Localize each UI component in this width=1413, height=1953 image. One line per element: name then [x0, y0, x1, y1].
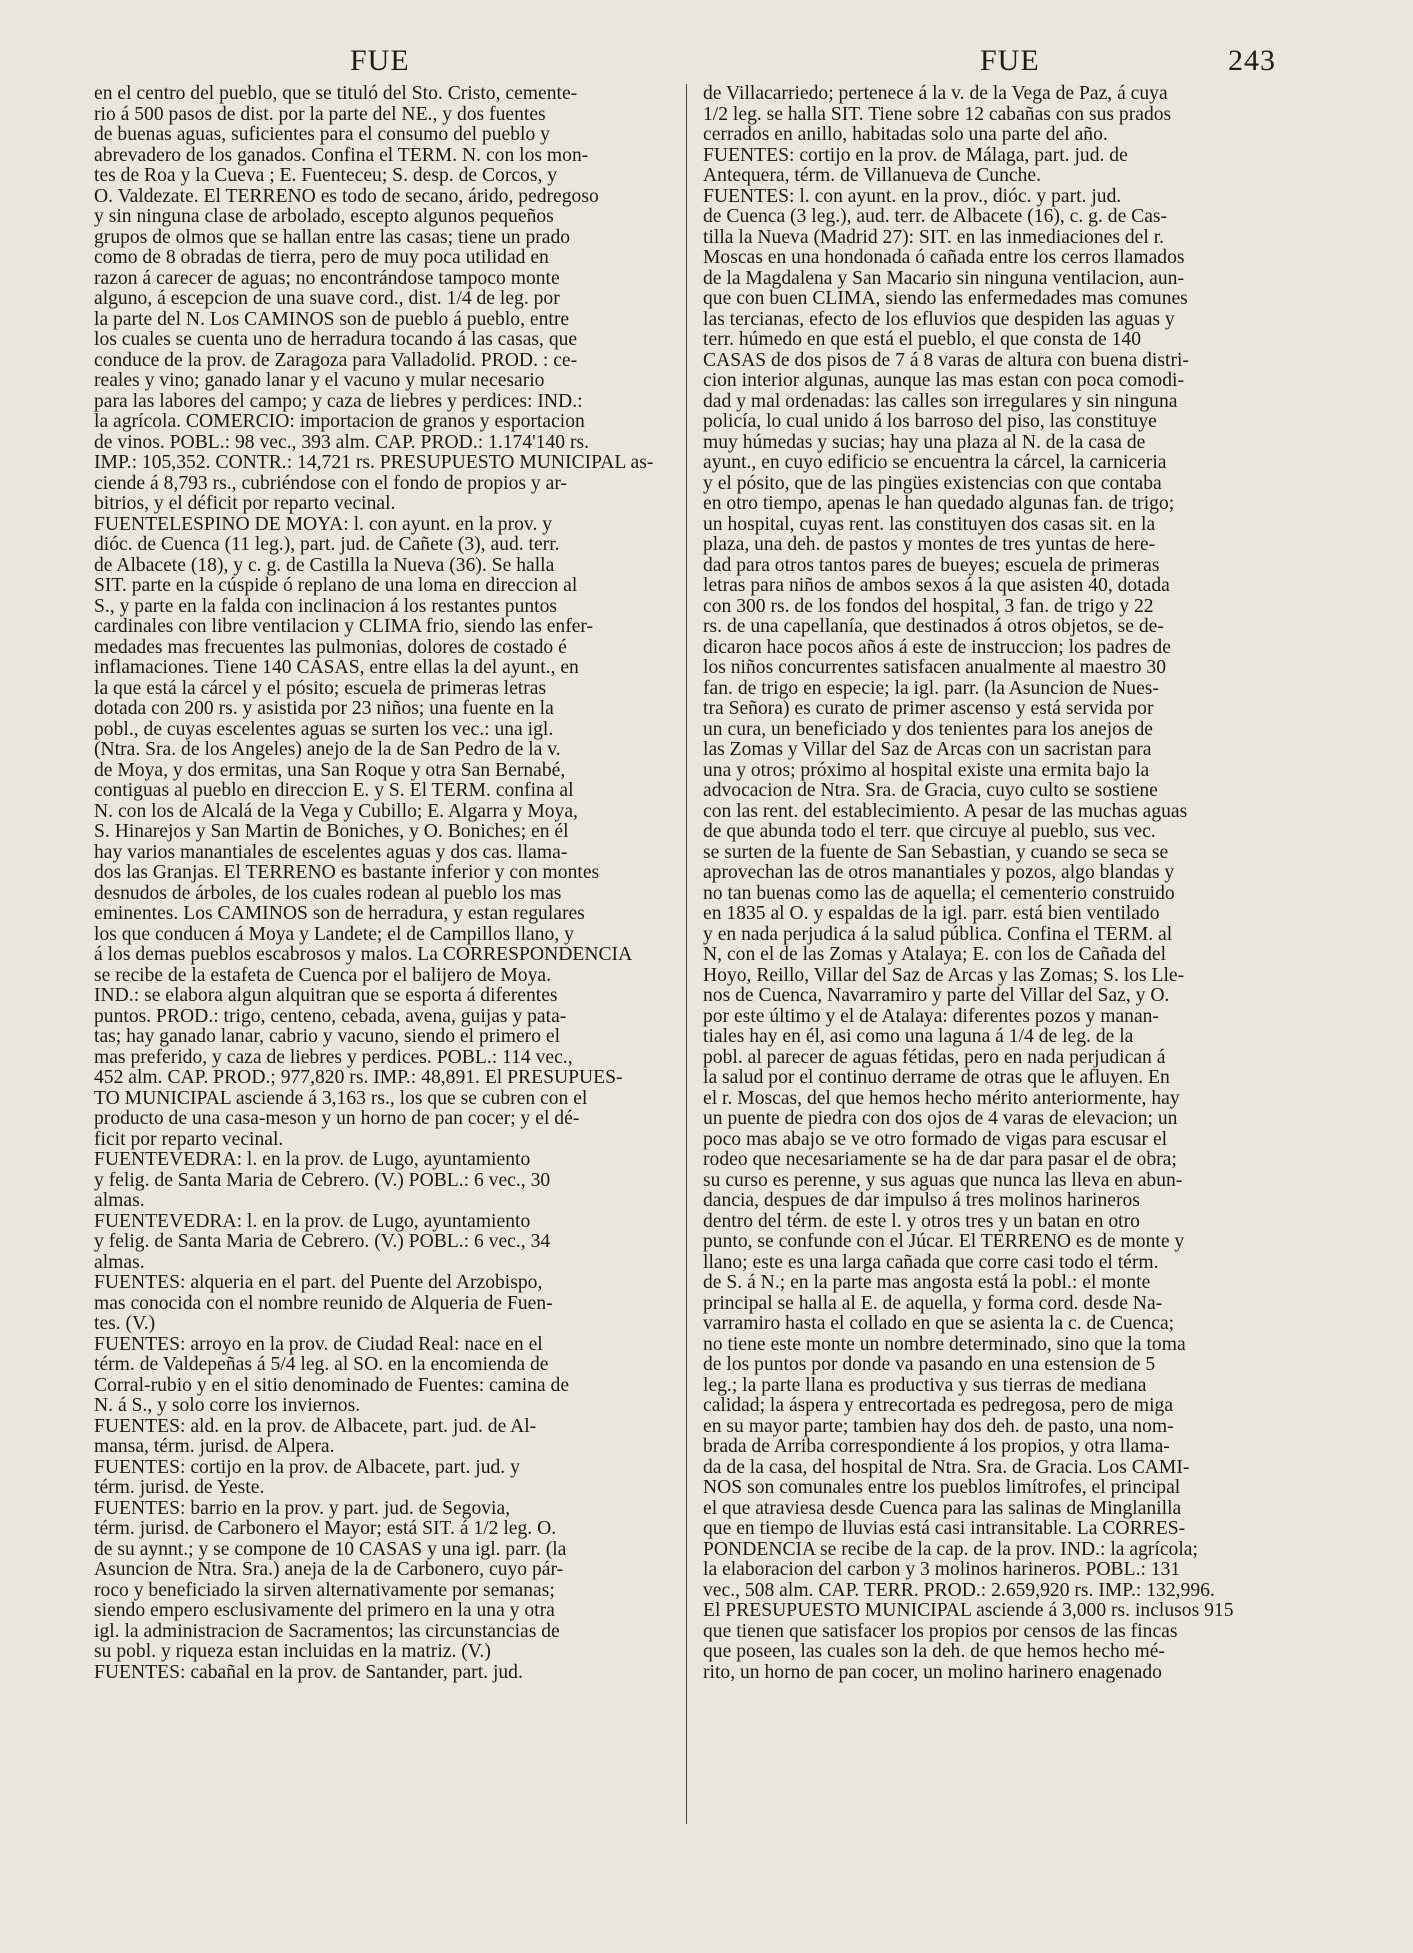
text-line: plaza, una deh. de pastos y montes de tres yuntas de here-	[703, 535, 1156, 555]
page-number: 243	[1228, 44, 1276, 77]
text-line: de que abunda todo el terr. que circuye al pueblo, sus vec.	[703, 822, 1156, 842]
text-line: 452 alm. CAP. PROD.; 977,820 rs. IMP.: 48,891. El PRESUPUES-	[94, 1068, 623, 1088]
text-line: la agrícola. COMERCIO: importacion de granos y esportacion	[94, 412, 585, 432]
text-line: de Moya, y dos ermitas, una San Roque y otra San Bernabé,	[94, 760, 566, 781]
text-line: FUENTES: cabañal en la prov. de Santander, part. jud.	[94, 1662, 523, 1683]
text-line: dad y mal ordenadas: las calles son irregulares y sin ninguna	[703, 391, 1178, 412]
text-line: FUENTES: ald. en la prov. de Albacete, part. jud. de Al-	[94, 1416, 537, 1437]
text-line: las Zomas y Villar del Saz de Arcas con un sacristan para	[703, 740, 1152, 760]
text-line: en su mayor parte; tambien hay dos deh. de pasto, una nom-	[703, 1416, 1174, 1437]
text-line: FUENTES: l. con ayunt. en la prov., dióc. y part. jud.	[703, 186, 1122, 207]
text-line: á los demas pueblos escabrosos y malos. La CORRESPONDENCIA	[94, 945, 633, 965]
text-line: reales y vino; ganado lanar y el vacuno y mular necesario	[94, 371, 545, 391]
text-line: siendo empero esclusivamente del primero en la una y otra	[94, 1601, 555, 1621]
text-line: mas conocida con el nombre reunido de Alqueria de Fuen-	[94, 1293, 553, 1314]
text-line: O. Valdezate. El TERRENO es todo de secano, árido, pedregoso	[94, 186, 599, 207]
text-line: para las labores del campo; y caza de liebres y perdices: IND.:	[94, 391, 583, 412]
text-line: grupos de olmos que se hallan entre las casas; tiene un prado	[94, 227, 571, 248]
text-line: El PRESUPUESTO MUNICIPAL asciende á 3,000 rs. inclusos 915	[703, 1601, 1234, 1621]
text-line: que tienen que satisfacer los propios por censos de las fincas	[703, 1621, 1178, 1642]
text-line: TO MUNICIPAL asciende á 3,163 rs., los que se cubren con el	[94, 1088, 588, 1109]
text-line: dotada con 200 rs. y asistida por 23 niños; una fuente en la	[94, 699, 554, 719]
text-line: con 300 rs. de los fondos del hospital, 3 fan. de trigo y 22	[703, 596, 1154, 617]
text-line: y el pósito, que de las pingües existencias con que contaba	[703, 473, 1162, 494]
text-line: su pobl. y riqueza estan incluidas en la matriz. (V.)	[94, 1642, 491, 1662]
text-line: alguno, á escepcion de una suave cord., dist. 1/4 de leg. por	[94, 289, 560, 309]
text-line: su curso es perenne, y sus aguas que nunca las lleva en abun-	[703, 1170, 1183, 1191]
text-line: FUENTEVEDRA: l. en la prov. de Lugo, ayuntamiento	[94, 1150, 531, 1170]
text-line: en el centro del pueblo, que se tituló del Sto. Cristo, cemente-	[94, 84, 578, 104]
text-line: dancia, despues de dar impulso á tres molinos harineros	[703, 1191, 1140, 1211]
text-line: mas preferido, y caza de liebres y perdices. POBL.: 114 vec.,	[94, 1047, 573, 1068]
text-line: desnudos de árboles, de los cuales rodean al pueblo los mas	[94, 883, 562, 904]
text-line: Hoyo, Reillo, Villar del Saz de Arcas y las Zomas; S. los Lle-	[703, 965, 1185, 986]
text-line: punto, se confunde con el Júcar. El TERRENO es de monte y	[703, 1232, 1185, 1252]
text-line: que poseen, las cuales son la deh. de que hemos hecho mé-	[703, 1642, 1165, 1662]
text-line: el que atraviesa desde Cuenca para las salinas de Minglanilla	[703, 1498, 1182, 1519]
text-line: advocacion de Ntra. Sra. de Gracia, cuyo culto se sostiene	[703, 781, 1158, 801]
text-line: de la Magdalena y San Macario sin ninguna ventilacion, aun-	[703, 268, 1184, 289]
text-line: FUENTES: arroyo en la prov. de Ciudad Real: nace en el	[94, 1334, 543, 1355]
text-line: tes de Roa y la Cueva ; E. Fuenteceu; S. desp. de Corcos, y	[94, 166, 558, 186]
text-line: cion interior algunas, aunque las mas estan con poca comodi-	[703, 371, 1184, 391]
text-line: la que está la cárcel y el pósito; escuela de primeras letras	[94, 678, 547, 699]
text-line: dad para otros tantos pares de bueyes; escuela de primeras	[703, 555, 1160, 576]
text-line: fan. de trigo en especie; la igl. parr. (la Asuncion de Nues-	[703, 678, 1159, 699]
text-line: en otro tiempo, apenas le han quedado algunas fan. de trigo;	[703, 494, 1175, 514]
text-line: contiguas al pueblo en direccion E. y S. El TÉRM. confina al	[94, 781, 574, 801]
text-line: llano; este es una larga cañada que corre casi todo el térm.	[703, 1252, 1159, 1273]
text-line: terr. húmedo en que está el pueblo, el que consta de 140	[703, 330, 1141, 350]
text-line: con las rent. del establecimiento. A pesar de las muchas aguas	[703, 801, 1188, 822]
text-line: dos las Granjas. El TERRENO es bastante inferior y con montes	[94, 863, 600, 883]
text-line: letras para niños de ambos sexos á la que asisten 40, dotada	[703, 576, 1170, 596]
text-line: los que conducen á Moya y Landete; el de Campillos llano, y	[94, 924, 574, 945]
text-line: y felig. de Santa Maria de Cebrero. (V.) POBL.: 6 vec., 34	[94, 1232, 551, 1252]
text-line: que en tiempo de lluvias está casi intransitable. La CORRES-	[703, 1519, 1186, 1539]
text-line: pobl. al parecer de aguas fétidas, pero en nada perjudican á	[703, 1047, 1166, 1068]
running-head-right: FUE	[980, 44, 1040, 77]
text-line: térm. jurisd. de Carbonero el Mayor; está SIT. á 1/2 leg. O.	[94, 1519, 557, 1539]
left-column	[94, 84, 684, 1683]
text-line: policía, lo cual unido á los barroso del piso, las constituye	[703, 412, 1157, 432]
text-line: una y otros; próximo al hospital existe una ermita bajo la	[703, 760, 1150, 781]
text-line: de buenas aguas, suficientes para el consumo del pueblo y	[94, 125, 550, 145]
text-line: no tan buenas como las de aquella; el cementerio construido	[703, 883, 1175, 904]
text-line: Asuncion de Ntra. Sra.) aneja de la de Carbonero, cuyo pár-	[94, 1560, 564, 1580]
text-line: S. Hinarejos y San Martin de Boniches, y O. Boniches; en él	[94, 822, 569, 842]
text-line: tiales hay en él, asi como una laguna á 1/4 de leg. de la	[703, 1027, 1134, 1047]
text-line: pobl., de cuyas escelentes aguas se surten los vec.: una igl.	[94, 719, 554, 740]
text-line: brada de Arriba correspondiente á los propios, y otra llama-	[703, 1437, 1170, 1457]
text-line: térm. jurisd. de Yeste.	[94, 1478, 265, 1498]
text-line: da de la casa, del hospital de Ntra. Sra. de Gracia. Los CAMI-	[703, 1457, 1190, 1478]
text-line: un cura, un beneficiado y dos tenientes para los anejos de	[703, 719, 1153, 740]
text-line: leg.; la parte llana es productiva y sus tierras de mediana	[703, 1375, 1147, 1396]
text-line: ciende á 8,793 rs., cubriéndose con el fondo de propios y ar-	[94, 473, 567, 494]
text-line: se surten de la fuente de San Sebastian, y cuando se seca se	[703, 842, 1169, 863]
text-line: muy húmedas y sucias; hay una plaza al N. de la casa de	[703, 432, 1146, 453]
text-line: rodeo que necesariamente se ha de dar para pasar el de obra;	[703, 1150, 1177, 1170]
text-line: cardinales con libre ventilacion y CLIMA frio, siendo las enfer-	[94, 617, 594, 637]
text-line: los cuales se cuenta uno de herradura tocando á las casas, que	[94, 330, 578, 350]
text-line: conduce de la prov. de Zaragoza para Valladolid. PROD. : ce-	[94, 350, 578, 371]
text-line: abrevadero de los ganados. Confina el TÉRM. N. con los mon-	[94, 145, 589, 166]
text-line: de Cuenca (3 leg.), aud. terr. de Albacete (16), c. g. de Cas-	[703, 207, 1168, 227]
text-line: mansa, térm. jurisd. de Alpera.	[94, 1437, 335, 1457]
text-line: hay varios manantiales de escelentes aguas y dos cas. llama-	[94, 842, 568, 863]
text-line: tas; hay ganado lanar, cabrio y vacuno, siendo el primero el	[94, 1027, 561, 1047]
text-line: FUENTES: barrio en la prov. y part. jud. de Segovia,	[94, 1498, 511, 1519]
text-line: en 1835 al O. y espaldas de la igl. parr. está bien ventilado	[703, 904, 1160, 924]
text-line: igl. la administracion de Sacramentos; las circunstancias de	[94, 1621, 560, 1642]
text-line: un hospital, cuyas rent. las constituyen dos casas sit. en la	[703, 514, 1156, 535]
text-line: rio á 500 pasos de dist. por la parte del NE., y dos fuentes	[94, 104, 546, 125]
text-line: ayunt., en cuyo edificio se encuentra la cárcel, la carniceria	[703, 453, 1167, 473]
text-line: N, con el de las Zomas y Atalaya; E. con los de Cañada del	[703, 945, 1167, 965]
text-line: rito, un horno de pan cocer, un molino harinero enagenado	[703, 1662, 1162, 1683]
text-line: se recibe de la estafeta de Cuenca por el balijero de Moya.	[94, 965, 551, 986]
text-line: dióc. de Cuenca (11 leg.), part. jud. de Cañete (3), aud. terr.	[94, 535, 560, 555]
text-line: N. con los de Alcalá de la Vega y Cubillo; E. Algarra y Moya,	[94, 801, 578, 822]
text-line: dicaron hace pocos años á este de instruccion; los padres de	[703, 637, 1171, 658]
text-line: FUENTELESPINO DE MOYA: l. con ayunt. en la prov. y	[94, 514, 553, 535]
text-line: las tercianas, efecto de los efluvios que despiden las aguas y	[703, 309, 1175, 330]
text-line: tra Señora) es curato de primer ascenso y está servida por	[703, 699, 1154, 719]
text-line: rs. de una capellanía, que destinados á otros objetos, se de-	[703, 617, 1164, 637]
text-line: de Albacete (18), y c. g. de Castilla la Nueva (36). Se halla	[94, 555, 555, 576]
text-line: tilla la Nueva (Madrid 27): SIT. en las inmediaciones del r.	[703, 227, 1165, 248]
text-line: y sin ninguna clase de arbolado, escepto algunos pequeños	[94, 207, 554, 227]
text-line: de vinos. POBL.: 98 vec., 393 alm. CAP. PROD.: 1.174'140 rs.	[94, 432, 590, 453]
text-line: la elaboracion del carbon y 3 molinos harineros. POBL.: 131	[703, 1560, 1181, 1580]
text-line: la parte del N. Los CAMINOS son de pueblo á pueblo, entre	[94, 309, 570, 330]
text-line: NOS son comunales entre los pueblos limítrofes, el principal	[703, 1478, 1181, 1498]
text-line: como de 8 obradas de tierra, pero de muy poca utilidad en	[94, 248, 549, 268]
text-line: razon á carecer de aguas; no encontrándose tampoco monte	[94, 268, 560, 289]
text-line: un puente de piedra con dos ojos de 4 varas de elevacion; un	[703, 1109, 1178, 1129]
text-line: Antequera, térm. de Villanueva de Cunche.	[703, 166, 1041, 186]
text-line: la salud por el continuo derrame de otras que le afluyen. En	[703, 1068, 1170, 1088]
text-line: SIT. parte en la cúspide ó replano de una loma en direccion al	[94, 576, 578, 596]
text-line: no tiene este monte un nombre determinado, sino que la toma	[703, 1334, 1186, 1355]
right-column	[703, 84, 1293, 1683]
text-line: el r. Moscas, del que hemos hecho mérito anteriormente, hay	[703, 1088, 1180, 1109]
text-line: FUENTEVEDRA: l. en la prov. de Lugo, ayuntamiento	[94, 1211, 531, 1232]
text-line: aprovechan las de otros manantiales y pozos, algo blandas y	[703, 863, 1175, 883]
text-line: PONDENCIA se recibe de la cap. de la prov. IND.: la agrícola;	[703, 1539, 1198, 1560]
text-line: ficit por reparto vecinal.	[94, 1129, 284, 1150]
running-head-left: FUE	[350, 44, 410, 77]
text-line: almas.	[94, 1191, 145, 1211]
text-line: principal se halla al E. de aquella, y forma cord. desde Na-	[703, 1293, 1163, 1314]
text-line: bitrios, y el déficit por reparto vecinal.	[94, 494, 396, 514]
text-line: de su aynnt.; y se compone de 10 CASAS y una igl. parr. (la	[94, 1539, 567, 1560]
text-line: vec., 508 alm. CAP. TERR. PROD.: 2.659,920 rs. IMP.: 132,996.	[703, 1580, 1215, 1601]
text-line: de los puntos por donde va pasando en una estension de 5	[703, 1355, 1156, 1375]
text-line: y en nada perjudica á la salud pública. Confina el TÉRM. al	[703, 924, 1173, 945]
text-line: N. á S., y solo corre los inviernos.	[94, 1396, 361, 1416]
text-line: FUENTES: cortijo en la prov. de Málaga, part. jud. de	[703, 145, 1128, 166]
text-line: poco mas abajo se ve otro formado de vigas para escusar el	[703, 1129, 1168, 1150]
text-line: almas.	[94, 1252, 145, 1273]
text-line: los niños concurrentes satisfacen anualmente al maestro 30	[703, 658, 1167, 678]
text-line: nos de Cuenca, Navarramiro y parte del Villar del Saz, y O.	[703, 986, 1170, 1006]
text-line: IND.: se elabora algun alquitran que se esporta á diferentes	[94, 986, 558, 1006]
text-line: Moscas en una hondonada ó cañada entre los cerros llamados	[703, 248, 1185, 268]
text-line: que con buen CLIMA, siendo las enfermedades mas comunes	[703, 289, 1188, 309]
text-line: cerrados en anillo, habitadas solo una parte del año.	[703, 125, 1108, 145]
text-line: FUENTES: cortijo en la prov. de Albacete, part. jud. y	[94, 1457, 520, 1478]
text-line: inflamaciones. Tiene 140 CASAS, entre ellas la del ayunt., en	[94, 658, 579, 678]
text-line: puntos. PROD.: trigo, centeno, cebada, avena, guijas y pata-	[94, 1006, 567, 1027]
text-line: por este último y el de Atalaya: diferentes pozos y manan-	[703, 1006, 1159, 1027]
text-line: FUENTES: alqueria en el part. del Puente del Arzobispo,	[94, 1273, 543, 1293]
column-divider	[686, 84, 687, 1824]
text-line: CASAS de dos pisos de 7 á 8 varas de altura con buena distri-	[703, 350, 1189, 371]
text-line: y felig. de Santa Maria de Cebrero. (V.) POBL.: 6 vec., 30	[94, 1170, 551, 1191]
text-line: de Villacarriedo; pertenece á la v. de la Vega de Paz, á cuya	[703, 84, 1168, 104]
text-line: térm. de Valdepeñas á 5/4 leg. al SO. en la encomienda de	[94, 1355, 549, 1375]
text-line: S., y parte en la falda con inclinacion á los restantes puntos	[94, 596, 558, 617]
text-line: 1/2 leg. se halla SIT. Tiene sobre 12 cabañas con sus prados	[703, 104, 1172, 125]
text-line: roco y beneficiado la sirven alternativamente por semanas;	[94, 1580, 555, 1601]
text-line: (Ntra. Sra. de los Angeles) anejo de la de San Pedro de la v.	[94, 740, 561, 760]
text-line: IMP.: 105,352. CONTR.: 14,721 rs. PRESUPUESTO MUNICIPAL as-	[94, 453, 654, 473]
text-line: Corral-rubio y en el sitio denominado de Fuentes: camina de	[94, 1375, 570, 1396]
text-line: tes. (V.)	[94, 1314, 156, 1334]
text-line: de S. á N.; en la parte mas angosta está la pobl.: el monte	[703, 1273, 1151, 1293]
text-line: producto de una casa-meson y un horno de pan cocer; y el dé-	[94, 1109, 580, 1129]
text-line: dentro del térm. de este l. y otros tres y un batan en otro	[703, 1211, 1140, 1232]
text-line: medades mas frecuentes las pulmonias, dolores de costado é	[94, 637, 567, 658]
text-line: eminentes. Los CAMINOS son de herradura, y estan regulares	[94, 904, 585, 924]
text-line: varramiro hasta el collado en que se asienta la c. de Cuenca;	[703, 1314, 1175, 1334]
text-line: calidad; la áspera y entrecortada es pedregosa, pero de miga	[703, 1396, 1174, 1416]
